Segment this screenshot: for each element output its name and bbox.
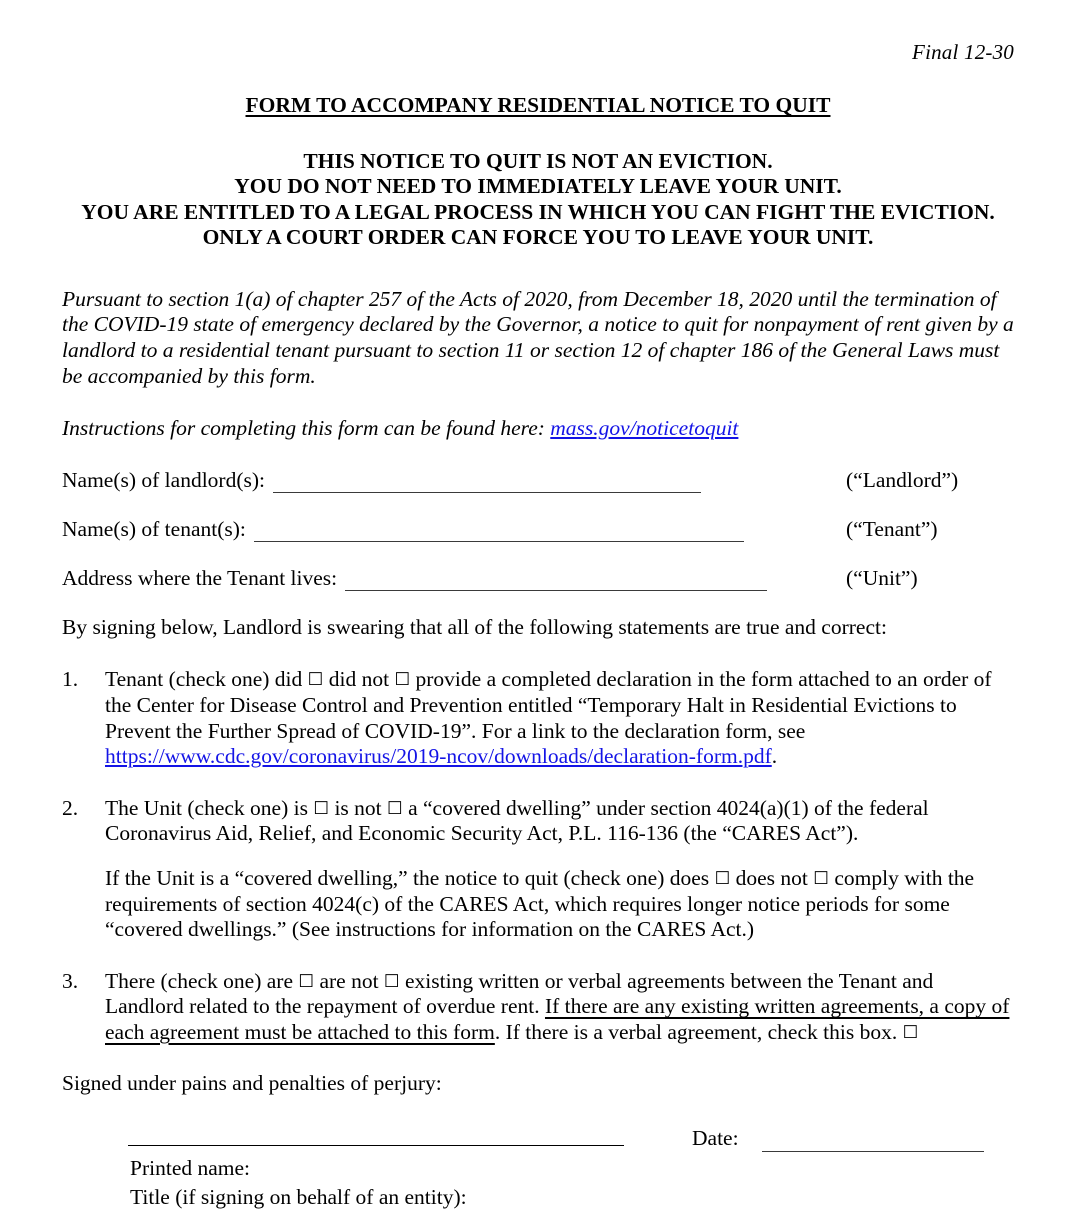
checkbox-did[interactable]: ☐ — [307, 670, 324, 691]
notice-line-3: YOU ARE ENTITLED TO A LEGAL PROCESS IN WHICH YOU CAN FIGHT THE EVICTION. — [81, 199, 995, 224]
item-2-part-a: The Unit (check one) is — [105, 795, 314, 820]
unit-paren: (“Unit”) — [846, 565, 918, 590]
item-1-number: 1. — [62, 667, 79, 692]
item-2-text — [105, 796, 1014, 847]
item-2-part-c: a “covered dwelling” under section 4024(a)(1) of the federal Coronavirus Aid, Relief, and Economic Security Act, P.L. 116-136 (the “CARES Act”). — [105, 795, 929, 846]
item-3-underlined-emphasis: If there are any existing written agreements, a copy of each agreement must be attached to this form — [105, 994, 1010, 1044]
landlord-name-input[interactable] — [273, 472, 701, 493]
entity-title-label: Title (if signing on behalf of an entity): — [130, 1185, 467, 1210]
item-1-part-a: Tenant (check one) did — [105, 667, 308, 692]
landlord-paren: (“Landlord”) — [846, 467, 959, 492]
tenant-name-input[interactable] — [254, 521, 744, 542]
printed-name-label: Printed name: — [130, 1156, 251, 1181]
cdc-declaration-link[interactable]: https://www.cdc.gov/coronavirus/2019-ncov/downloads/declaration-form.pdf — [105, 744, 772, 769]
item-3 — [62, 969, 1014, 1046]
item-2-sub-a: If the Unit is a “covered dwelling,” the notice to quit (check one) does — [105, 865, 715, 890]
notice-line-2: YOU DO NOT NEED TO IMMEDIATELY LEAVE YOUR UNIT. — [234, 174, 842, 199]
checkbox-did-not[interactable]: ☐ — [394, 670, 411, 691]
date-input[interactable] — [762, 1151, 984, 1152]
signature-input[interactable] — [128, 1145, 624, 1146]
fill-in-fields — [62, 468, 1014, 591]
item-3-part-c: existing written or verbal agreements between the Tenant and Landlord related to the repayment of overdue rent. — [105, 968, 934, 1019]
version-label: Final 12-30 — [912, 40, 1014, 64]
item-2 — [62, 796, 1014, 943]
checkbox-are-not-agreements[interactable]: ☐ — [383, 971, 400, 992]
item-2-sub-b: does not — [730, 865, 814, 890]
tenant-paren: (“Tenant”) — [846, 516, 938, 541]
item-2-number: 2. — [62, 795, 79, 820]
checkbox-does-comply[interactable]: ☐ — [714, 868, 731, 889]
item-1-part-c: provide a completed declaration in the form attached to an order of the Center for Disease Control and Prevention entitled “Temporary Halt in Residential Evictions to Prevent the Further Spread of COVID-19”. For a link to the declaration form, see — [105, 667, 992, 743]
mass-gov-link[interactable]: mass.gov/noticetoquit — [550, 416, 739, 441]
checkbox-does-not-comply[interactable]: ☐ — [813, 868, 829, 889]
field-row-tenant — [62, 517, 1014, 542]
item-3-part-b: are not — [314, 968, 384, 993]
item-2-part-b: is not — [329, 795, 388, 820]
statute-paragraph: Pursuant to section 1(a) of chapter 257 of the Acts of 2020, from December 18, 2020 until the termination of the COVID-19 state of emergency declared by the Governor, a notice to quit for nonpayment of rent given by a landlord to a residential tenant pursuant to section 11 or section 12 of chapter 186 of the General Laws must be accompanied by this form. — [62, 286, 1014, 388]
page-title — [62, 93, 1014, 119]
address-label: Address where the Tenant lives: — [62, 565, 338, 590]
notice-line-4: ONLY A COURT ORDER CAN FORCE YOU TO LEAVE YOUR UNIT. — [202, 225, 874, 250]
signature-block — [62, 1126, 1014, 1219]
item-2-sub-c: comply with the requirements of section 4024(c) of the CARES Act, which requires longer notice periods for some “covered dwellings.” (See instructions for information on the CARES Act.) — [105, 865, 975, 942]
item-1-part-d: . — [771, 744, 778, 769]
date-label: Date: — [692, 1126, 739, 1151]
instructions-line — [62, 416, 1014, 442]
perjury-statement: Signed under pains and penalties of perjury: — [62, 1071, 442, 1096]
item-1-text — [105, 667, 1014, 769]
notice-line-1: THIS NOTICE TO QUIT IS NOT AN EVICTION. — [303, 148, 773, 173]
checkbox-verbal-agreement[interactable]: ☐ — [902, 1022, 919, 1043]
instructions-prefix: Instructions for completing this form can be found here: — [62, 416, 551, 441]
address-input[interactable] — [345, 570, 767, 591]
item-1-part-b: did not — [323, 667, 395, 692]
numbered-items — [62, 667, 1014, 1045]
checkbox-are-agreements[interactable]: ☐ — [298, 971, 315, 992]
item-3-part-a: There (check one) are — [105, 968, 299, 993]
page-title-text: FORM TO ACCOMPANY RESIDENTIAL NOTICE TO QUIT — [245, 93, 831, 117]
field-row-landlord — [62, 468, 1014, 493]
item-3-number: 3. — [62, 968, 79, 993]
checkbox-is-covered-dwelling[interactable]: ☐ — [313, 798, 330, 819]
item-3-text — [105, 969, 1014, 1046]
tenant-label: Name(s) of tenant(s): — [62, 516, 246, 541]
item-3-part-d: . If there is a verbal agreement, check this box. — [494, 1019, 903, 1044]
item-2-subtext — [105, 866, 1014, 943]
checkbox-is-not-covered-dwelling[interactable]: ☐ — [387, 798, 403, 819]
field-row-address — [62, 566, 1014, 591]
notice-block — [62, 149, 1014, 251]
attestation-intro: By signing below, Landlord is swearing that all of the following statements are true and correct: — [62, 614, 887, 639]
landlord-label: Name(s) of landlord(s): — [62, 467, 265, 492]
item-1 — [62, 667, 1014, 769]
